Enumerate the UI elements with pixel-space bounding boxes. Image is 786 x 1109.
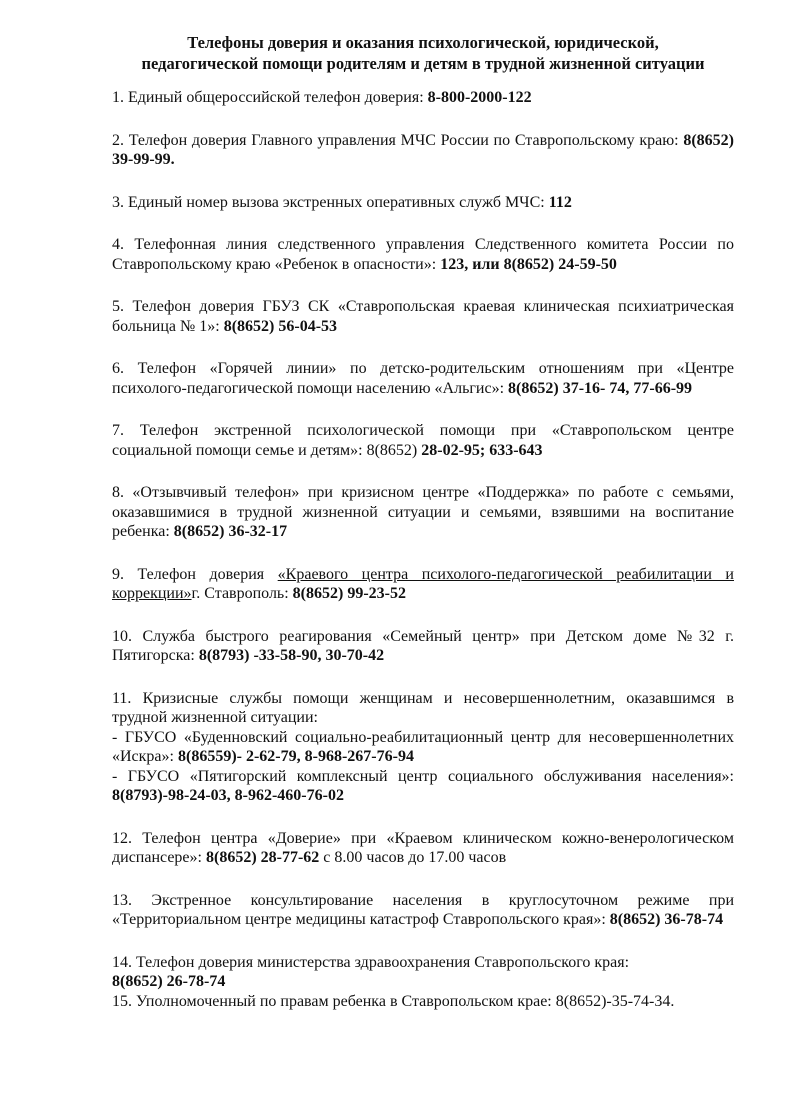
item-text: 8. «Отзывчивый телефон» при кризисном центре «Поддержка» по работе с семьями, оказавшимися в трудной жизненной ситуации и семьями, взявшими на воспитание ребенка: xyxy=(112,484,734,540)
item-phone: 8(8652) 56-04-53 xyxy=(223,317,338,335)
item-phone: 8(8652) 26-78-74 xyxy=(112,973,226,990)
item-text: 10. Служба быстрого реагирования «Семейный центр» при Детском доме №32 г. Пятигорска: xyxy=(112,627,734,664)
item-text: 3. Единый номер вызова экстренных оперативных служб МЧС: xyxy=(112,193,549,211)
item-text: 2. Телефон доверия Главного управления МЧС России по Ставропольскому краю: xyxy=(112,131,684,149)
item-phone: 8(8652) 36-78-74 xyxy=(609,911,724,928)
item-text: 1. Единый общероссийской телефон доверия: xyxy=(112,89,428,106)
list-item xyxy=(112,565,734,604)
list-item xyxy=(112,359,734,398)
item-text: г. Ставрополь: xyxy=(191,585,293,602)
list-item xyxy=(112,421,734,460)
item-underlined-link: «Краевого центра психолого-педагогической реабилитации и коррекции» xyxy=(112,565,734,602)
item-text: 7. Телефон экстренной психологической помощи при «Ставропольском центре социальной помощи семье и детям»: 8(8652) xyxy=(112,422,734,459)
item-text: 13. Экстренное консультирование населения в круглосуточном режиме при «Территориальном центре медицины катастроф Ставропольского края»: xyxy=(112,891,734,928)
item-phone: 8(8793) -33-58-90, 30-70-42 xyxy=(198,647,385,664)
item-suffix: с 8.00 часов до 17.00 часов xyxy=(319,849,507,866)
item-phone: 8(8652) 39-99-99. xyxy=(112,131,734,168)
list-item xyxy=(112,193,734,213)
item-text: 5. Телефон доверия ГБУЗ СК «Ставропольская краевая клиническая психиатрическая больница № 1»: xyxy=(112,298,734,335)
list-item xyxy=(112,953,734,992)
list-item xyxy=(112,297,734,336)
page-title xyxy=(112,32,734,74)
list-item xyxy=(112,131,734,170)
title-line-1: Телефоны доверия и оказания психологической, юридической, xyxy=(187,33,659,52)
item-text: 11. Кризисные службы помощи женщинам и несовершеннолетним, оказавшимся в трудной жизненной ситуации: xyxy=(112,689,734,726)
list-item xyxy=(112,88,734,108)
item-phone: 8(8652) 37-16- 74, 77-66-99 xyxy=(508,379,693,397)
list-item xyxy=(112,483,734,542)
item-text: 4. Телефонная линия следственного управления Следственного комитета России по Ставропольскому краю «Ребенок в опасности»: xyxy=(112,236,734,273)
item-phone: 28-02-95; 633-643 xyxy=(421,441,543,459)
item-phone: 8(8652) 36-32-17 xyxy=(173,523,288,540)
list-item xyxy=(112,992,734,1012)
item-phone: 8(8652) 99-23-52 xyxy=(292,585,406,602)
subitem-phone: 8(86559)- 2-62-79, 8-968-267-76-94 xyxy=(177,748,414,765)
item-phone: 112 xyxy=(548,193,572,211)
item-phone: 8-800-2000-122 xyxy=(427,89,532,106)
item-text: 12. Телефон центра «Доверие» при «Краевом клиническом кожно-венерологическом диспансере»: xyxy=(112,829,734,866)
list-item xyxy=(112,627,734,666)
list-item xyxy=(112,235,734,274)
item-prefix: 9. Телефон доверия xyxy=(112,565,278,583)
subitem-text: - ГБУСО «Буденновский социально-реабилитационный центр для несовершеннолетних «Искра»: xyxy=(112,728,734,765)
item-phone: 123, или 8(8652) 24-59-50 xyxy=(440,255,617,273)
item-text: 14. Телефон доверия министерства здравоохранения Ставропольского края: xyxy=(112,953,630,971)
item-text: 6. Телефон «Горячей линии» по детско-родительским отношениям при «Центре психолого-педагогической помощи населению «Альгис»: xyxy=(112,360,734,397)
list-subitem xyxy=(112,767,734,806)
list-item xyxy=(112,829,734,868)
list-item xyxy=(112,689,734,728)
subitem-phone: 8(8793)-98-24-03, 8-962-460-76-02 xyxy=(112,787,344,804)
item-phone: 8(8652) 28-77-62 xyxy=(205,849,320,866)
subitem-text: - ГБУСО «Пятигорский комплексный центр социального обслуживания населения»: xyxy=(112,767,734,785)
list-item xyxy=(112,891,734,930)
item-text: 15. Уполномоченный по правам ребенка в Ставропольском крае: 8(8652)-35-74-34. xyxy=(112,992,675,1010)
title-line-2: педагогической помощи родителям и детям в трудной жизненной ситуации xyxy=(141,54,705,73)
list-subitem xyxy=(112,728,734,767)
